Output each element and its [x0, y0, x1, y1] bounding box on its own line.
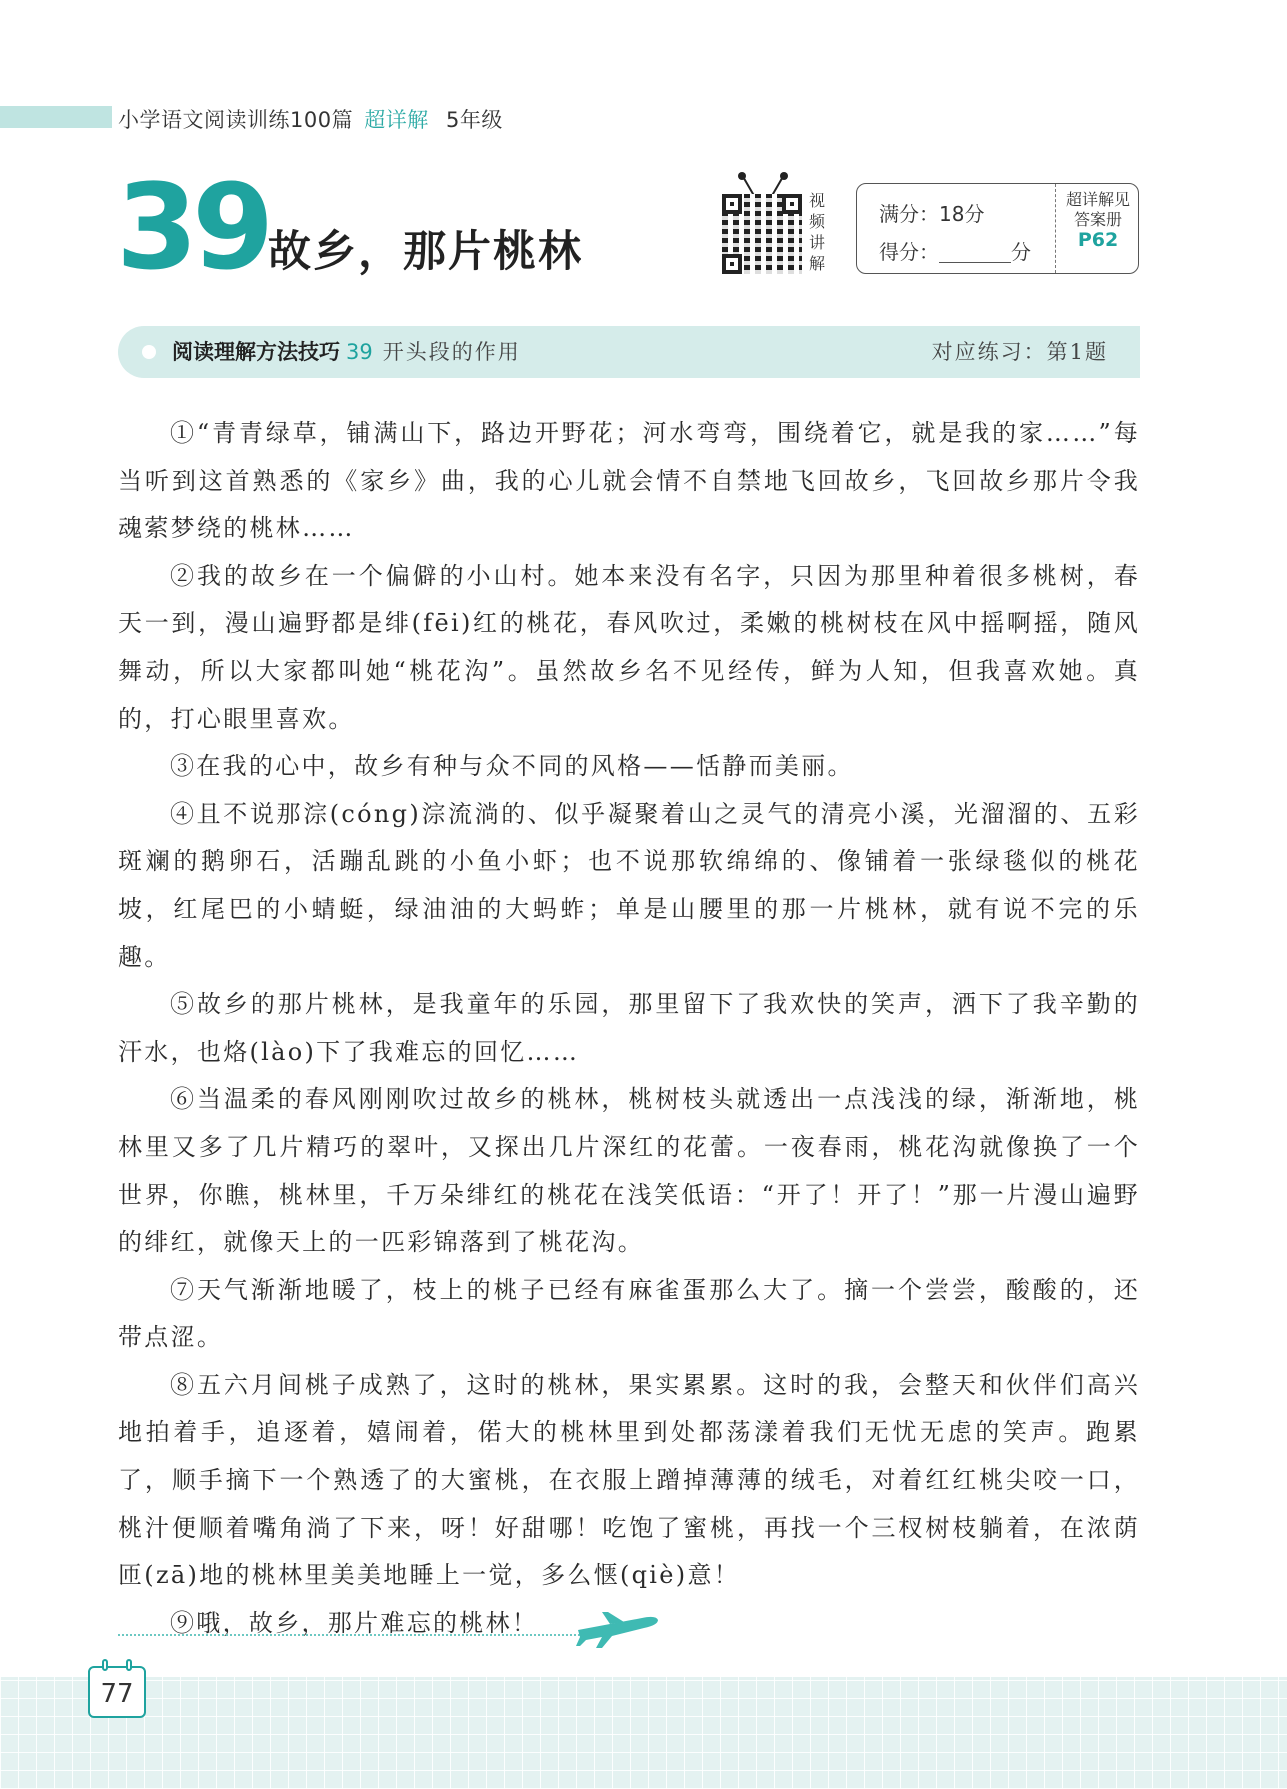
lesson-title: 故乡，那片桃林	[268, 227, 583, 277]
score-label: 得分：	[879, 240, 939, 264]
banner-bullet-icon	[142, 345, 156, 359]
qr-antenna-dot-right	[780, 172, 788, 180]
qr-antenna-dot-left	[738, 172, 746, 180]
qr-code-icon[interactable]	[722, 194, 802, 274]
method-topic: 开头段的作用	[382, 340, 521, 364]
paragraph-2: ②我的故乡在一个偏僻的小山村。她本来没有名字，只因为那里种着很多桃树，春天一到，漫山遍野都是绯(fēi)红的桃花，春风吹过，柔嫩的桃树枝在风中摇啊摇，随风舞动，所以大家都叫她“桃花沟”。虽然故乡名不见经传，鲜为人知，但我喜欢她。真的，打心眼里喜欢。	[118, 561, 1140, 733]
header-accent-strip	[0, 106, 112, 128]
paragraph-8: ⑧五六月间桃子成熟了，这时的桃林，果实累累。这时的我，会整天和伙伴们高兴地拍着手，追逐着，嬉闹着，偌大的桃林里到处都荡漾着我们无忧无虑的笑声。跑累了，顺手摘下一个熟透了的大蜜桃，在衣服上蹭掉薄薄的绒毛，对着红红桃尖咬一口，桃汁便顺着嘴角淌了下来，呀！好甜哪！吃饱了蜜桃，再找一个三杈树枝躺着，在浓荫匝(zā)地的桃林里美美地睡上一觉，多么惬(qiè)意！	[118, 1370, 1140, 1590]
score-field	[879, 236, 1031, 265]
footer-dotted-line	[118, 1634, 588, 1636]
paragraph-5: ⑤故乡的那片桃林，是我童年的乐园，那里留下了我欢快的笑声，洒下了我辛勤的汗水，也烙(lào)下了我难忘的回忆……	[118, 990, 1140, 1066]
paragraph-7: ⑦天气渐渐地暖了，枝上的桃子已经有麻雀蛋那么大了。摘一个尝尝，酸酸的，还带点涩。	[118, 1275, 1140, 1352]
airplane-icon	[572, 1606, 662, 1650]
score-box	[856, 183, 1139, 274]
paragraph-6: ⑥当温柔的春风刚刚吹过故乡的桃林，桃树枝头就透出一点浅浅的绿，渐渐地，桃林里又多了几片精巧的翠叶，又探出几片深红的花蕾。一夜春雨，桃花沟就像换了一个世界，你瞧，桃林里，千万朵绯红的桃花在浅笑低语：“开了！开了！”那一片漫山遍野的绯红，就像天上的一匹彩锦落到了桃花沟。	[118, 1085, 1140, 1257]
paragraph-3: ③在我的心中，故乡有种与众不同的风格——恬静而美丽。	[170, 752, 854, 781]
answer-page: P62	[1077, 229, 1119, 251]
book-grade: 5年级	[445, 108, 503, 132]
qr-video-label: 视 频 讲 解	[808, 191, 825, 273]
page-number: 77	[100, 1679, 134, 1709]
method-title: 阅读理解方法技巧	[172, 340, 340, 364]
footer-grid-background	[0, 1677, 1287, 1789]
paragraph-1: ①“青青绿草，铺满山下，路边开野花；河水弯弯，围绕着它，就是我的家……”每当听到这首熟悉的《家乡》曲，我的心儿就会情不自禁地飞回故乡，飞回故乡那片令我魂萦梦绕的桃林……	[118, 419, 1140, 543]
practice-reference: 对应练习：第1题	[931, 340, 1108, 364]
answer-reference: 超详解见 答案册 P62	[1056, 190, 1140, 250]
book-series: 小学语文阅读训练100篇	[118, 108, 354, 132]
full-score: 满分：18分	[879, 202, 985, 226]
method-number: 39	[346, 340, 373, 364]
method-banner	[118, 326, 1140, 378]
score-blank[interactable]	[939, 242, 1011, 263]
page-number-badge	[88, 1666, 146, 1718]
lesson-number: 39	[116, 158, 269, 296]
paragraph-4: ④且不说那淙(cóng)淙流淌的、似乎凝聚着山之灵气的清亮小溪，光溜溜的、五彩斑斓的鹅卵石，活蹦乱跳的小鱼小虾；也不说那软绵绵的、像铺着一张绿毯似的桃花坡，红尾巴的小蜻蜓，绿油油的大蚂蚱；单是山腰里的那一片桃林，就有说不完的乐趣。	[118, 799, 1140, 971]
paragraph-9: ⑨哦，故乡，那片难忘的桃林！	[170, 1608, 539, 1637]
article-body	[118, 410, 1140, 1647]
book-edition: 超详解	[364, 108, 429, 132]
book-header	[118, 104, 503, 130]
score-unit: 分	[1011, 240, 1031, 264]
